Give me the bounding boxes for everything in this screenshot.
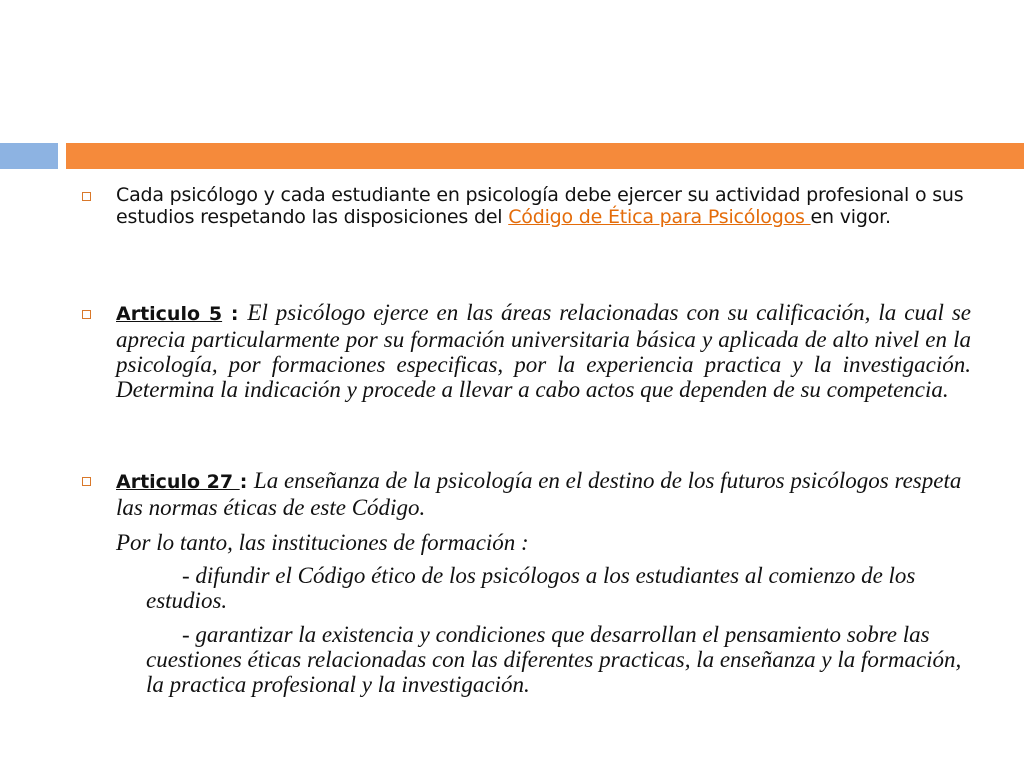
header-bar-orange (66, 143, 1024, 169)
bullet-marker-2 (82, 310, 91, 319)
codigo-etica-link[interactable]: Código de Ética para Psicólogos (508, 206, 811, 228)
articulo-5-separator: : (222, 303, 248, 325)
paragraph-3-item-2: - garantizar la existencia y condiciones que desarrollan el pensamiento sobre las cuestiones éticas relacionadas con las diferentes practicas, la enseñanza y la formación, la practica profesional y la investigación. (146, 622, 962, 697)
paragraph-2 (116, 300, 971, 402)
paragraph-3-item-1: - difundir el Código ético de los psicólogos a los estudiantes al comienzo de los estudios. (146, 563, 916, 613)
articulo-27-label: Articulo 27 (116, 471, 240, 493)
paragraph-3-line-2: Por lo tanto, las instituciones de formación : (116, 530, 529, 555)
paragraph-1 (116, 184, 971, 228)
paragraph-1-text-before: Cada psicólogo y cada estudiante en psicología debe ejercer su actividad profesional o sus estudios respetando las disposiciones del (116, 184, 964, 228)
articulo-5-label: Articulo 5 (116, 303, 223, 325)
paragraph-3 (116, 468, 976, 520)
articulo-27-text: La enseñanza de la psicología en el destino de los futuros psicólogos respeta las normas éticas de este Código. (116, 468, 962, 520)
paragraph-1-text-after: en vigor. (810, 206, 891, 228)
bullet-marker-1 (82, 192, 91, 201)
header-bar-blue (0, 143, 58, 169)
bullet-marker-3 (82, 477, 91, 486)
articulo-27-separator: : (239, 471, 254, 493)
articulo-5-text: El psicólogo ejerce en las áreas relacionadas con su calificación, la cual se aprecia particularmente por su formación universitaria básica y aplicada de alto nivel en la psicología, por formaciones especificas, por la experiencia practica y la investigación. Determina la indicación y procede a llevar a cabo actos que dependen de su competencia. (116, 300, 971, 402)
